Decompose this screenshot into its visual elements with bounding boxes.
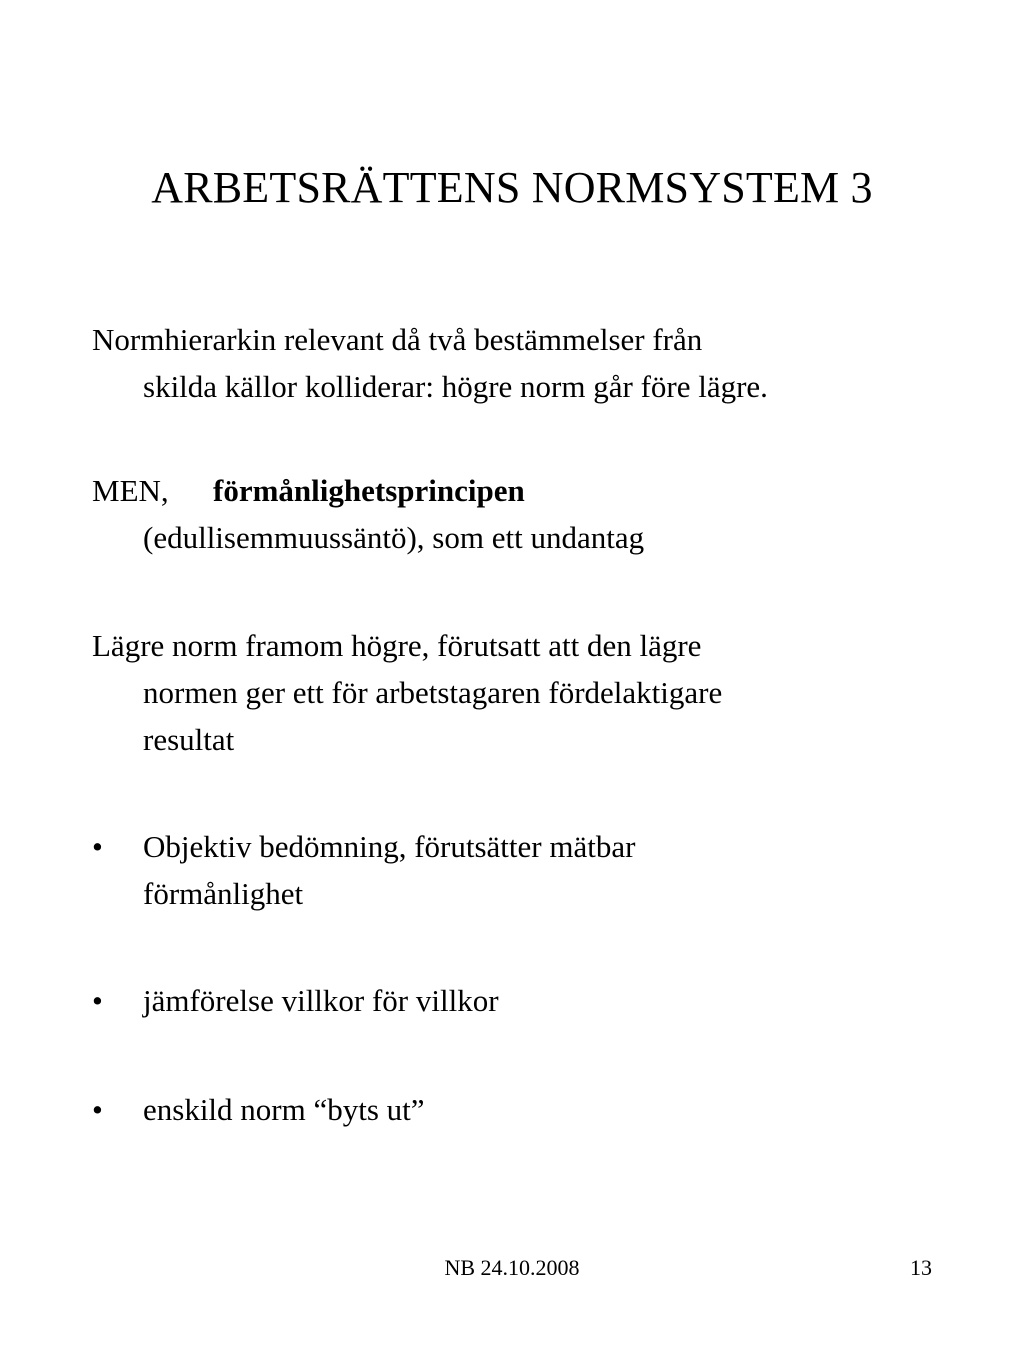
page-number: 13: [910, 1255, 932, 1280]
paragraph-line: resultat: [143, 722, 235, 757]
bullet-item: [92, 977, 952, 1024]
footer-author-date: NB 24.10.2008: [444, 1255, 580, 1280]
paragraph-line: skilda källor kolliderar: högre norm går före lägre.: [143, 369, 768, 404]
bullet-marker: •: [92, 829, 103, 864]
bullet-text: [92, 977, 952, 1024]
bullet-line: jämförelse villkor för villkor: [143, 983, 499, 1018]
bullet-item: [92, 1086, 952, 1133]
paragraph-lower-norm: [92, 622, 952, 763]
paragraph-line: Lägre norm framom högre, förutsatt att den lägre: [92, 628, 702, 663]
paragraph-line: [92, 467, 952, 514]
bullet-line: Objektiv bedömning, förutsätter mätbar: [143, 829, 636, 864]
paragraph-men: [92, 467, 952, 561]
men-label: MEN,: [92, 473, 169, 508]
bullet-item: [92, 823, 952, 917]
bullet-text: [92, 823, 952, 917]
paragraph-line: normen ger ett för arbetstagaren fördelaktigare: [143, 675, 723, 710]
slide-title: ARBETSRÄTTENS NORMSYSTEM 3: [151, 163, 873, 212]
bullet-line: förmånlighet: [143, 876, 304, 911]
bullet-marker: •: [92, 1092, 103, 1127]
paragraph-line: (edullisemmuussäntö), som ett undantag: [143, 520, 645, 555]
paragraph-norm-hierarchy: [92, 316, 952, 410]
favourability-principle-term: förmånlighetsprincipen: [213, 473, 525, 508]
bullet-marker: •: [92, 983, 103, 1018]
bullet-text: [92, 1086, 952, 1133]
paragraph-line: Normhierarkin relevant då två bestämmelser från: [92, 322, 703, 357]
bullet-line: enskild norm “byts ut”: [143, 1092, 425, 1127]
